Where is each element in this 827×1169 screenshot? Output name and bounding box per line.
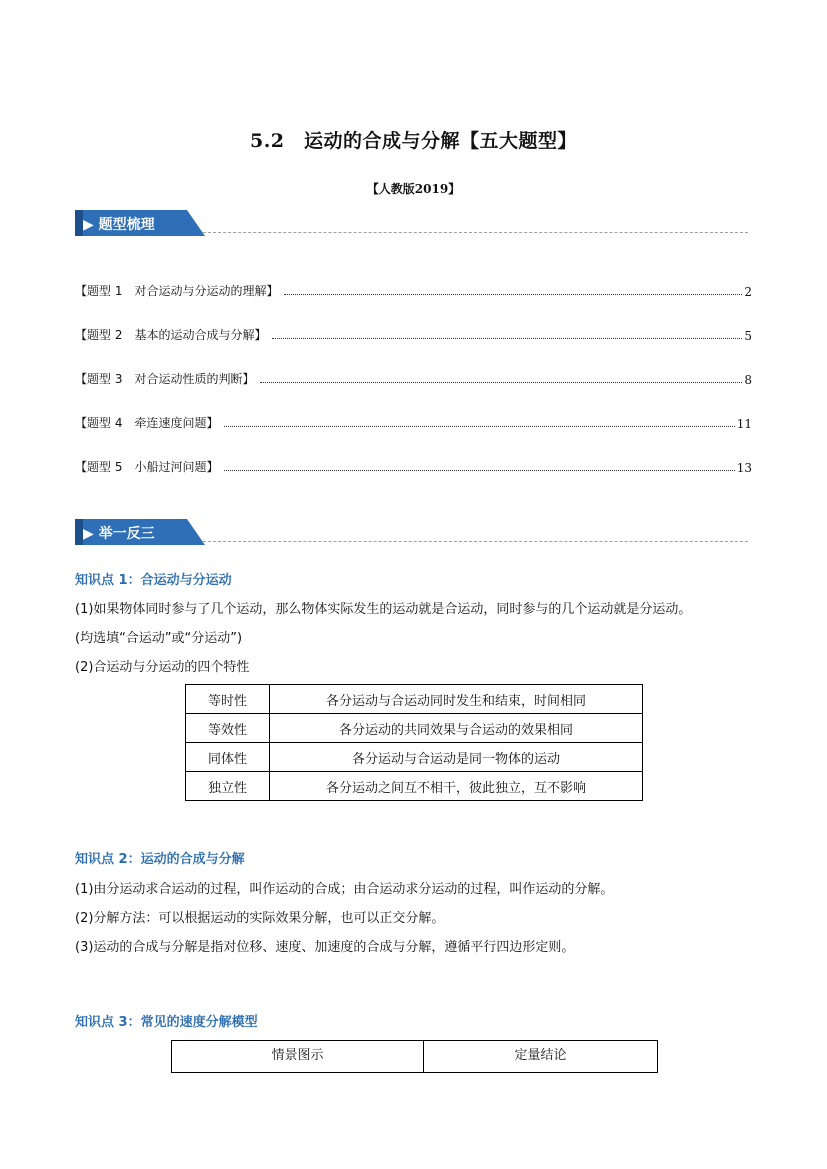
page-title: 5.2 运动的合成与分解【五大题型】	[249, 130, 578, 152]
toc-item-page: 2	[744, 285, 752, 299]
table-header-conclusion: 定量结论	[424, 1041, 658, 1073]
toc-leader-dots	[260, 382, 742, 383]
page-subtitle: 【人教版2019】	[366, 182, 461, 196]
toc-item[interactable]	[75, 325, 752, 343]
paragraph: (1)如果物体同时参与了几个运动，那么物体实际发生的运动就是合运动，同时参与的几个运动就是分运动。	[75, 602, 692, 617]
knowledge-point-heading: 知识点 3：常见的速度分解模型	[75, 1015, 258, 1030]
table-header-row	[172, 1041, 658, 1073]
toc-item-page: 8	[744, 373, 752, 387]
section-banner-practice	[75, 519, 752, 545]
toc-item[interactable]	[75, 281, 752, 299]
table-cell-key: 独立性	[186, 772, 270, 801]
paragraph: (2)分解方法：可以根据运动的实际效果分解，也可以正交分解。	[75, 911, 445, 926]
toc-item-label: 【题型 2 基本的运动合成与分解】	[75, 328, 267, 342]
banner-divider	[203, 541, 748, 542]
toc-item-label: 【题型 4 牵连速度问题】	[75, 416, 219, 430]
table-cell-value: 各分运动的共同效果与合运动的效果相同	[270, 714, 643, 743]
paragraph: (2)合运动与分运动的四个特性	[75, 660, 250, 675]
toc-leader-dots	[272, 338, 742, 339]
table-cell-key: 等时性	[186, 685, 270, 714]
section-banner-question-types	[75, 210, 752, 236]
table-cell-value: 各分运动之间互不相干，彼此独立，互不影响	[270, 772, 643, 801]
paragraph: (均选填“合运动”或“分运动”)	[75, 631, 243, 646]
banner-divider	[203, 232, 748, 233]
table-cell-key: 等效性	[186, 714, 270, 743]
table-cell-key: 同体性	[186, 743, 270, 772]
section-banner-label: ▶ 题型梳理	[83, 217, 155, 233]
table-cell-value: 各分运动与合运动是同一物体的运动	[270, 743, 643, 772]
toc-leader-dots	[224, 470, 734, 471]
toc-item-label: 【题型 5 小船过河问题】	[75, 460, 219, 474]
section-banner-label: ▶ 举一反三	[83, 526, 155, 542]
toc-leader-dots	[284, 294, 742, 295]
toc-item[interactable]	[75, 457, 752, 475]
toc-item-page: 5	[744, 329, 752, 343]
table-header-scenario: 情景图示	[172, 1041, 424, 1073]
toc-item-page: 11	[736, 417, 752, 431]
toc-item-page: 13	[736, 461, 752, 475]
paragraph: (1)由分运动求合运动的过程，叫作运动的合成；由合运动求分运动的过程，叫作运动的分解。	[75, 882, 614, 897]
table-row	[186, 685, 643, 714]
toc-item[interactable]	[75, 413, 752, 431]
toc-leader-dots	[224, 426, 734, 427]
properties-table	[185, 684, 643, 801]
velocity-model-table	[171, 1040, 658, 1073]
table-row	[186, 714, 643, 743]
knowledge-point-heading: 知识点 2：运动的合成与分解	[75, 852, 245, 867]
paragraph: (3)运动的合成与分解是指对位移、速度、加速度的合成与分解，遵循平行四边形定则。	[75, 940, 575, 955]
toc-item[interactable]	[75, 369, 752, 387]
toc-item-label: 【题型 1 对合运动与分运动的理解】	[75, 284, 279, 298]
toc-item-label: 【题型 3 对合运动性质的判断】	[75, 372, 255, 386]
table-row	[186, 772, 643, 801]
knowledge-point-heading: 知识点 1：合运动与分运动	[75, 573, 232, 588]
table-row	[186, 743, 643, 772]
table-cell-value: 各分运动与合运动同时发生和结束，时间相同	[270, 685, 643, 714]
